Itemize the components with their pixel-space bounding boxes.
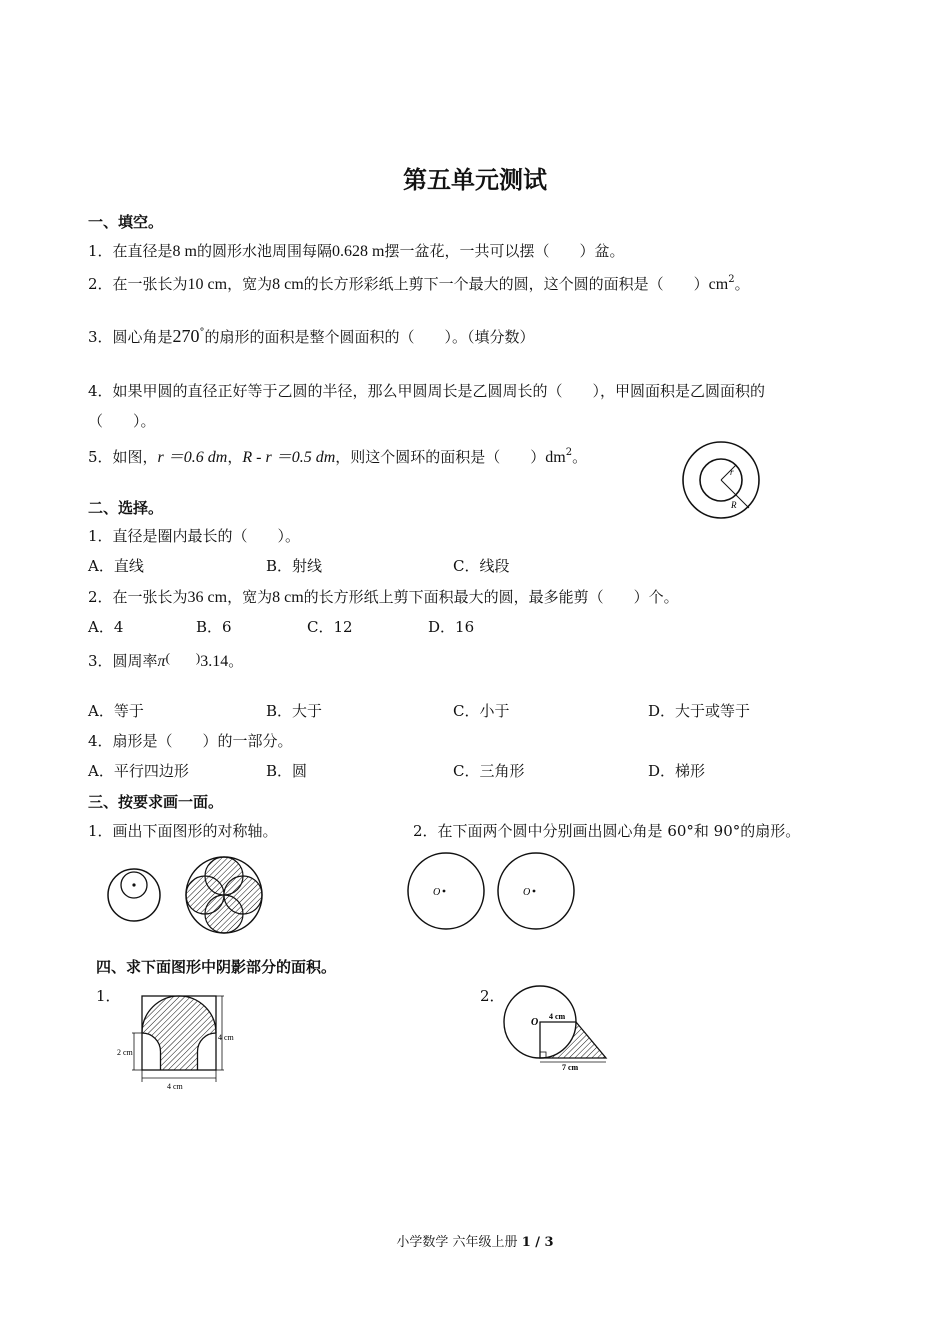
- option-2-4-c: C．三角形: [453, 762, 525, 780]
- option-2-2-c: C．12: [307, 618, 353, 636]
- question-1-5: 5．如图，r ＝0.6 dm，R - r ＝0.5 dm，则这个圆环的面积是（ ）$dm^2$。: [88, 447, 588, 466]
- section-4-heading: 四、求下面图形中阴影部分的面积。: [96, 958, 337, 976]
- question-1-4-line2: （ ）。: [88, 412, 156, 430]
- figure-2-top-label: 4 cm: [549, 1012, 566, 1021]
- circle-1-center-label: O: [433, 887, 441, 898]
- section-2-heading: 二、选择。: [88, 499, 164, 517]
- question-2-1: 1．直径是圈内最长的（ ）。: [88, 527, 301, 545]
- figure-1-left-label: 2 cm: [117, 1048, 133, 1057]
- section-1-heading: 一、填空。: [88, 213, 164, 231]
- question-2-3: 3．圆周率π( )3.14。: [88, 650, 244, 670]
- option-2-4-d: D．梯形: [648, 762, 706, 780]
- shaded-figure-1: [112, 990, 252, 1092]
- figure-1-bottom-label: 4 cm: [167, 1082, 183, 1091]
- question-1-1: 1．在直径是8 m的圆形水池周围每隔0.628 m摆一盆花，一共可以摆（ ）盆。: [88, 242, 625, 260]
- figure-2-bottom-label: 7 cm: [562, 1063, 579, 1072]
- question-1-4-line1: 4．如果甲圆的直径正好等于乙圆的半径，那么甲圆周长是乙圆周长的（ ），甲圆面积是乙圆面积的: [88, 382, 766, 400]
- option-2-3-c: C．小于: [453, 702, 510, 720]
- option-2-3-a: A．等于: [88, 702, 144, 720]
- ring-figure: [678, 436, 768, 526]
- question-2-2: 2．在一张长为36 cm，宽为8 cm的长方形纸上剪下面积最大的圆，最多能剪（ ）个。: [88, 588, 679, 606]
- figure-1-side-label: 4 cm: [218, 1033, 234, 1042]
- shaded-figure-2: [496, 978, 616, 1078]
- option-2-4-a: A．平行四边形: [88, 762, 189, 780]
- option-2-4-b: B．圆: [266, 762, 308, 780]
- page-footer: 小学数学 六年级上册 1 / 3: [396, 1235, 554, 1250]
- option-2-2-b: B．6: [196, 618, 232, 636]
- question-4-1-number: 1．: [96, 987, 121, 1005]
- option-2-2-a: A．4: [88, 618, 124, 636]
- question-3-2: 2．在下面两个圆中分别画出圆心角是 60°和 90°的扇形。: [413, 822, 801, 840]
- section-3-heading: 三、按要求画一面。: [88, 793, 224, 811]
- ring-R-label: R: [731, 500, 737, 510]
- option-2-1-c: C．线段: [453, 557, 510, 575]
- figure-2-center-label: O: [531, 1017, 539, 1028]
- option-2-1-a: A．直线: [88, 557, 144, 575]
- question-3-1: 1．画出下面图形的对称轴。: [88, 822, 278, 840]
- ring-r-label: r: [730, 467, 734, 477]
- option-2-3-b: B．大于: [266, 702, 323, 720]
- question-1-2: 2．在一张长为10 cm，宽为8 cm的长方形彩纸上剪下一个最大的圆，这个圆的面积是（ ）$cm^2$。: [88, 274, 750, 293]
- question-2-4: 4．扇形是（ ）的一部分。: [88, 732, 293, 750]
- question-1-3: 3．圆心角是270°的扇形的面积是整个圆面积的（ ）。（填分数）: [88, 326, 535, 346]
- circle-2-center-label: O: [523, 887, 531, 898]
- page-title: 第五单元测试: [403, 166, 547, 194]
- sector-drawing-circles: [400, 848, 585, 934]
- symmetry-figures: [100, 850, 280, 940]
- option-2-1-b: B．射线: [266, 557, 323, 575]
- option-2-3-d: D．大于或等于: [648, 702, 751, 720]
- question-4-2-number: 2．: [480, 987, 505, 1005]
- option-2-2-d: D．16: [428, 618, 475, 636]
